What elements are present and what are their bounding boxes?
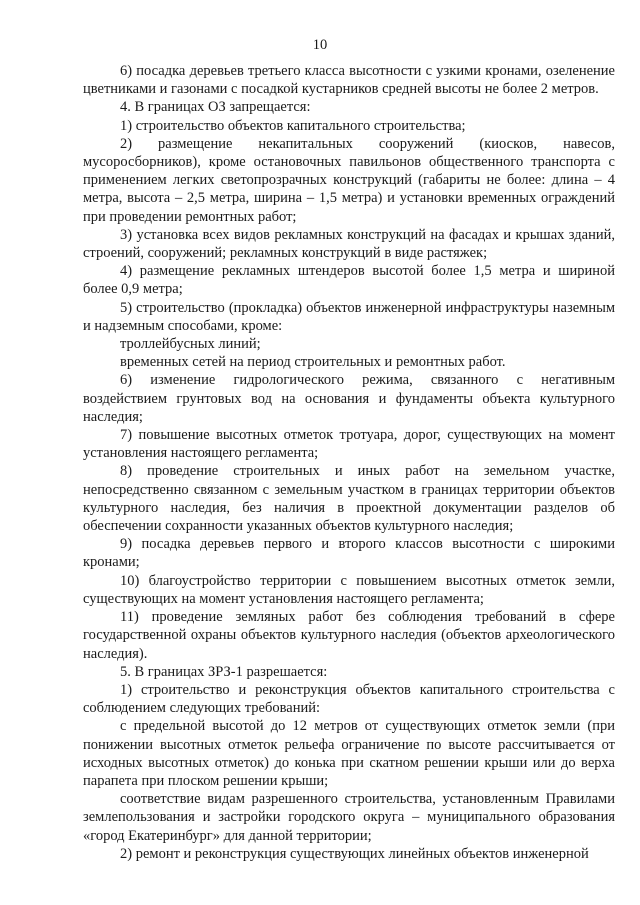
paragraph: троллейбусных линий; <box>120 336 261 353</box>
paragraph: 2) ремонт и реконструкция существующих линейных объектов инженерной <box>120 845 589 862</box>
paragraph: 5) строительство (прокладка) объектов инженерной инфраструктуры наземным и надземным способами, кроме: <box>83 299 615 334</box>
page-number: 10 <box>312 37 328 53</box>
paragraph: 4) размещение рекламных штендеров высотой более 1,5 метра и шириной более 0,9 метра; <box>83 263 615 298</box>
paragraph: 1) строительство объектов капитального строительства; <box>120 117 466 134</box>
paragraph: временных сетей на период строительных и ремонтных работ. <box>120 354 506 371</box>
paragraph: 6) посадка деревьев третьего класса высотности с узкими кронами, озеленение цветниками и газонами с посадкой кустарников средней высоты не более 2 метров. <box>83 63 615 98</box>
paragraph: 10) благоустройство территории с повышением высотных отметок земли, существующих на момент установления настоящего регламента; <box>83 572 615 607</box>
paragraph: соответствие видам разрешенного строительства, установленным Правилами землепользования и застройки городского округа – муниципального образования «город Екатеринбург» для данной территории; <box>83 791 615 844</box>
paragraph: 11) проведение земляных работ без соблюдения требований в сфере государственной охраны объектов культурного наследия (объектов археологического наследия). <box>83 609 615 662</box>
paragraph: с предельной высотой до 12 метров от существующих отметок земли (при понижении высотных отметок рельефа ограничение по высоте рассчитывается от исходных высотных отметок) до конька при скатном решении крыши или до верха парапета при плоском решении крыши; <box>83 718 615 789</box>
paragraph: 8) проведение строительных и иных работ на земельном участке, непосредственно связанном с земельным участком в границах территории объектов культурного наследия, без наличия в проектной документации разделов об обеспечении сохранности указанных объектов культурного наследия; <box>83 463 615 535</box>
paragraph: 2) размещение некапитальных сооружений (киосков, навесов, мусоросборников), кроме остановочных павильонов общественного транспорта с применением легких светопрозрачных конструкций (габариты не более: длина – 4 метра, высота – 2,5 метра, ширина – 1,5 метра) и установки временных ограждений при проведении ремонтных работ; <box>83 135 615 225</box>
paragraph: 3) установка всех видов рекламных конструкций на фасадах и крышах зданий, строений, сооружений; рекламных конструкций в виде растяжек; <box>83 226 615 262</box>
paragraph: 6) изменение гидрологического режима, связанного с негативным воздействием грунтовых вод на основания и фундаменты объекта культурного наследия; <box>83 372 615 425</box>
paragraph: 5. В границах ЗРЗ-1 разрешается: <box>120 663 328 680</box>
paragraph: 7) повышение высотных отметок тротуара, дорог, существующих на момент установления настоящего регламента; <box>83 427 615 462</box>
paragraph: 9) посадка деревьев первого и второго классов высотности с широкими кронами; <box>83 536 615 571</box>
paragraph: 4. В границах ОЗ запрещается: <box>120 99 311 116</box>
paragraph: 1) строительство и реконструкция объектов капитального строительства с соблюдением следующих требований: <box>83 681 615 717</box>
document-body <box>83 62 615 863</box>
